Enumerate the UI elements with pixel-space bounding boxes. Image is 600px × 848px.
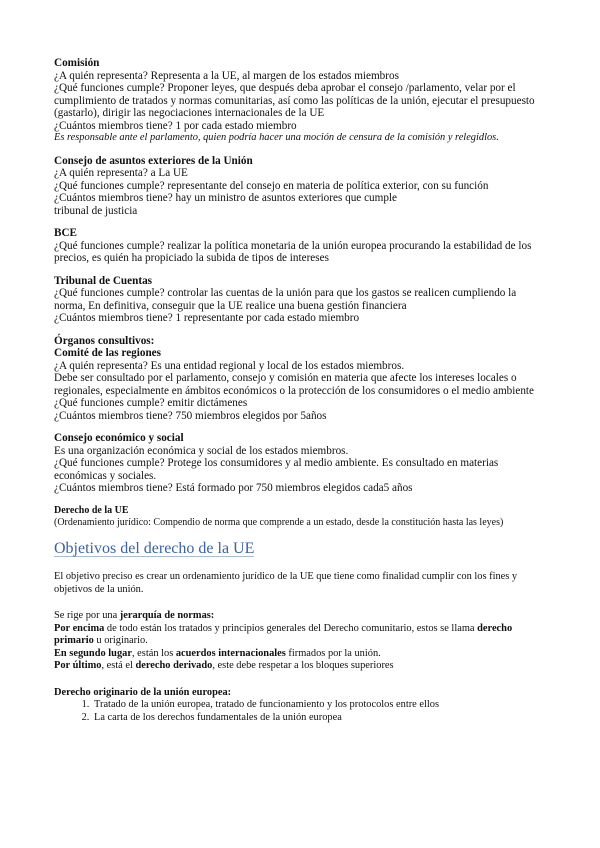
originario-title: Derecho originario de la unión europea: [54,686,232,698]
section-consejo-eco [54,432,548,495]
document-page [54,57,548,724]
jerarquia-line [54,610,548,623]
l2-end: firmados por la unión. [285,647,381,659]
l3-end: , este debe respetar a los bloques superiores [212,660,394,671]
l2-bold2: acuerdos internacionales [175,647,286,659]
derecho-text: (Ordenamiento jurídico: Compendio de norma que comprende a un estado, desde la constitución hasta las leyes) [54,516,504,528]
l1-bold: Por encima [54,622,105,634]
organos-line: ¿A quién representa? Es una entidad regional y local de los estados miembros. [54,359,405,372]
comision-note: Es responsable ante el parlamento, quien podría hacer una moción de censura de la comisión y relegidlos. [54,132,499,143]
jerarquia-item-1 [54,623,548,648]
jerarquia-item-2 [54,648,548,661]
section-comision [54,57,548,145]
organos-title: Órganos consultivos: [54,334,155,347]
comision-title: Comisión [54,57,100,69]
consejo-title: Consejo de asuntos exteriores de la Unión [54,154,253,167]
section-bce [54,227,548,265]
jerarquia-bold: jerarquía de normas: [119,610,215,621]
comision-line: ¿A quién representa? Representa a la UE, al margen de los estados miembros [54,69,399,82]
l1-end: u originario. [93,635,148,646]
organos-line: Debe ser consultado por el parlamento, consejo y comisión en materia que afecte los intereses locales o regionales, especialmente en ámbitos económicos o la protección de los consumidores o el medio ambiente [54,372,534,397]
bce-title: BCE [54,227,78,239]
organos-line: ¿Qué funciones cumple? emitir dictámenes [54,397,248,409]
list-item: 2. La carta de los derechos fundamentales de la unión europea [92,712,548,725]
l1-text: de todo están los tratados y principios generales del Derecho comunitario, estos se llama [104,622,478,634]
jerarquia-item-3 [54,660,548,673]
section-tribunal [54,275,548,325]
l3-text: , está el [101,660,136,671]
jerarquia-block [54,610,548,673]
consejo-line: ¿A quién representa? a La UE [54,167,188,179]
l3-bold2: derecho derivado [135,660,213,671]
tribunal-line: ¿Qué funciones cumple? controlar las cuentas de la unión para que los gastos se realicen cumpliendo la norma, En definitiva, conseguir que la UE realice una buena gestión financiera [54,287,517,312]
consejo-line: ¿Qué funciones cumple? representante del consejo en materia de política exterior, con su función [54,179,489,192]
l1-bold2: derecho primario [54,622,513,646]
organos-subtitle: Comité de las regiones [54,347,161,359]
consejo-line: tribunal de justicia [54,204,138,217]
originario-block [54,687,548,725]
consejo-eco-line: ¿Qué funciones cumple? Protege los consumidores y al medio ambiente. Es consultado en materias económicas y sociales. [54,457,499,482]
section-consejo [54,155,548,218]
comision-line: ¿Cuántos miembros tiene? 1 por cada estado miembro [54,119,297,132]
consejo-eco-line: ¿Cuántos miembros tiene? Está formado por 750 miembros elegidos cada5 años [54,482,413,494]
list-item: 1. Tratado de la unión europea, tratado de funcionamiento y los protocolos entre ellos [92,699,548,712]
bce-line: ¿Qué funciones cumple? realizar la política monetaria de la unión europea procurando la estabilidad de los precios, es quién ha propiciado la subida de tipos de intereses [54,239,532,264]
objetivos-heading: Objetivos del derecho de la UE [54,539,255,557]
tribunal-title: Tribunal de Cuentas [54,274,153,287]
objetivos-intro: El objetivo preciso es crear un ordenamiento jurídico de la UE que tiene como finalidad cumplir con los fines y objetivos de la unión. [54,571,518,595]
organos-line: ¿Cuántos miembros tiene? 750 miembros elegidos por 5años [54,409,327,422]
jerarquia-pre: Se rige por una [54,610,120,621]
section-organos [54,335,548,423]
consejo-line: ¿Cuántos miembros tiene? hay un ministro de asuntos exteriores que cumple [54,192,397,204]
derecho-title: Derecho de la UE [54,504,129,516]
consejo-eco-line: Es una organización económica y social de los estados miembros. [54,444,349,457]
tribunal-line: ¿Cuántos miembros tiene? 1 representante por cada estado miembro [54,312,360,324]
section-derecho [54,505,548,529]
consejo-eco-title: Consejo económico y social [54,432,184,444]
comision-line: ¿Qué funciones cumple? Proponer leyes, que después deba aprobar el consejo /parlamento, velar por el cumplimiento de tratados y normas comunitarias, así como las políticas de la unión, ejecutar el presupuesto (gastarlo), dirigir las negociaciones internacionales de la UE [54,82,535,119]
l2-text: , están los [131,647,176,659]
l3-bold: Por último [54,660,102,671]
l2-bold: En segundo lugar [54,647,132,659]
originario-list [54,699,548,724]
